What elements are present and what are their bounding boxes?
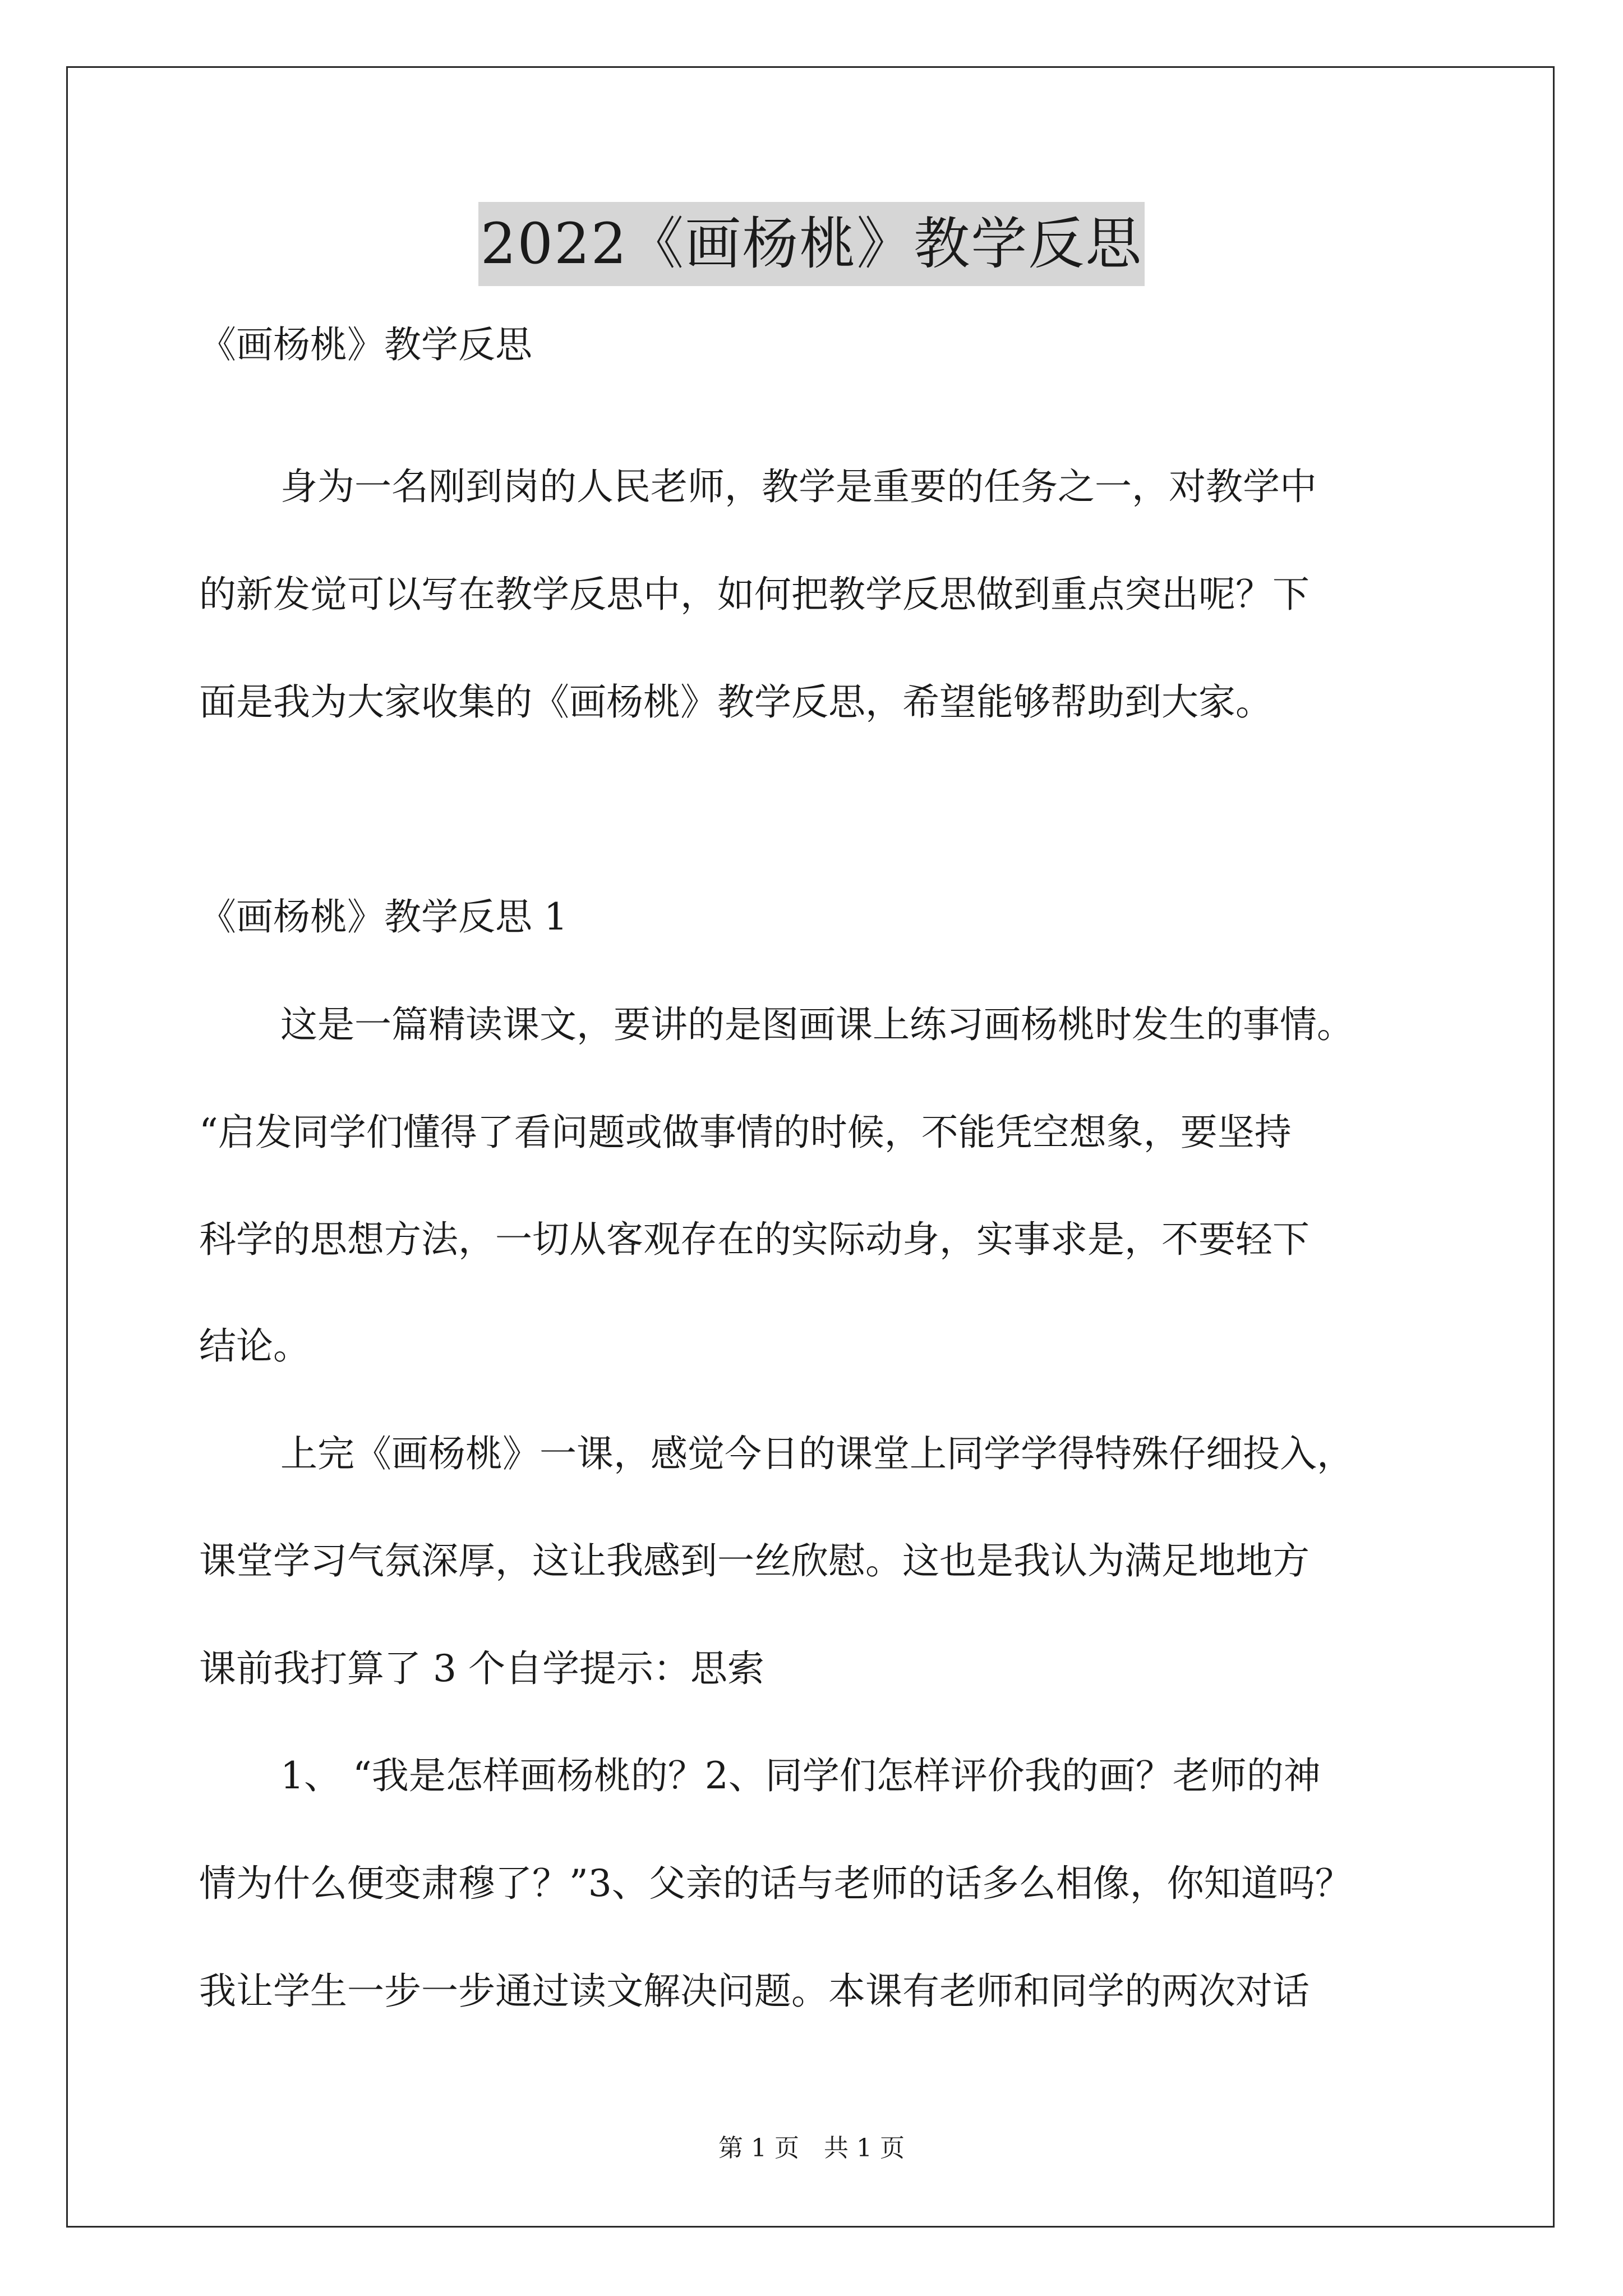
paragraph-line: 1、 “我是怎样画杨桃的？2、同学们怎样评价我的画？老师的神 bbox=[280, 1754, 1321, 1797]
paragraph-line: 课前我打算了 3 个自学提示：思索 bbox=[199, 1647, 764, 1690]
section-heading-1: 《画杨桃》教学反思 1 bbox=[199, 895, 568, 938]
paragraph-line: 情为什么便变肃穆了？”3、父亲的话与老师的话多么相像，你知道吗？ bbox=[199, 1862, 1352, 1905]
paragraph-line: 这是一篇精读课文，要讲的是图画课上练习画杨桃时发生的事情。 bbox=[280, 1003, 1354, 1046]
paragraph-line: 课堂学习气氛深厚，这让我感到一丝欣慰。这也是我认为满足地地方 bbox=[199, 1539, 1310, 1582]
paragraph-line: 我让学生一步一步通过读文解决问题。本课有老师和同学的两次对话 bbox=[199, 1970, 1310, 2013]
section-heading: 《画杨桃》教学反思 bbox=[199, 323, 532, 366]
paragraph-line: “启发同学们懂得了看问题或做事情的时候，不能凭空想象，要坚持 bbox=[199, 1111, 1292, 1154]
document-title: 2022《画杨桃》教学反思 bbox=[478, 202, 1145, 286]
title-container bbox=[0, 202, 1623, 286]
paragraph-line: 上完《画杨桃》一课，感觉今日的课堂上同学学得特殊仔细投入， bbox=[280, 1432, 1354, 1475]
paragraph-line: 结论。 bbox=[199, 1324, 310, 1368]
page-footer: 第 1 页 共 1 页 bbox=[718, 2134, 905, 2162]
paragraph-line: 科学的思想方法，一切从客观存在的实际动身，实事求是，不要轻下 bbox=[199, 1218, 1310, 1261]
paragraph-line: 身为一名刚到岗的人民老师，教学是重要的任务之一，对教学中 bbox=[280, 465, 1317, 508]
paragraph-line: 的新发觉可以写在教学反思中，如何把教学反思做到重点突出呢？下 bbox=[199, 573, 1310, 616]
paragraph-line: 面是我为大家收集的《画杨桃》教学反思，希望能够帮助到大家。 bbox=[199, 680, 1272, 724]
